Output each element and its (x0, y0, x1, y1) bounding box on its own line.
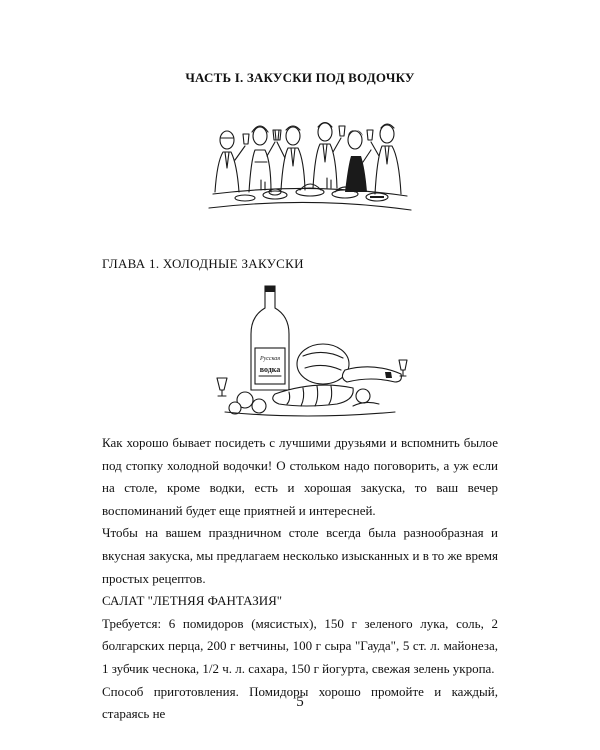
bottle-label-line2: водка (259, 365, 281, 374)
intro-paragraph-2: Чтобы на вашем праздничном столе всегда была разнообразная и вкусная закуска, мы предлагаем несколько изысканных и в то же время простых рецептов. (102, 525, 498, 586)
vodka-still-life-illustration (205, 282, 415, 420)
method-paragraph: Способ приготовления. Помидоры хорошо промойте и каждый, стараясь не (102, 683, 498, 722)
body-text (102, 432, 498, 726)
bottle-label-line1: Русская (259, 356, 281, 362)
part-title: ЧАСТЬ I. ЗАКУСКИ ПОД ВОДОЧКУ (185, 70, 415, 85)
chapter-title: ГЛАВА 1. ХОЛОДНЫЕ ЗАКУСКИ (102, 256, 304, 271)
banquet-illustration (205, 112, 415, 222)
page-number: 5 (296, 694, 304, 710)
ingredients-paragraph: Требуется: 6 помидоров (мясистых), 150 г зеленого лука, соль, 2 болгарских перца, 200 г ветчины, 100 г сыра "Гауда", 5 ст. л. майонеза, 1 зубчик чеснока, 1/2 ч. л. сахара, 150 г йогурта, свежая зелень укропа. (102, 615, 498, 676)
intro-paragraph: Как хорошо бывает посидеть с лучшими друзьями и вспомнить былое под стопку холодной водочки! О стольком надо поговорить, а уж если на столе, кроме водки, есть и хорошая закуска, то ваш вечер воспоминаний будет еще приятней и интересней. (102, 435, 498, 518)
recipe-title: САЛАТ "ЛЕТНЯЯ ФАНТАЗИЯ" (102, 593, 283, 609)
